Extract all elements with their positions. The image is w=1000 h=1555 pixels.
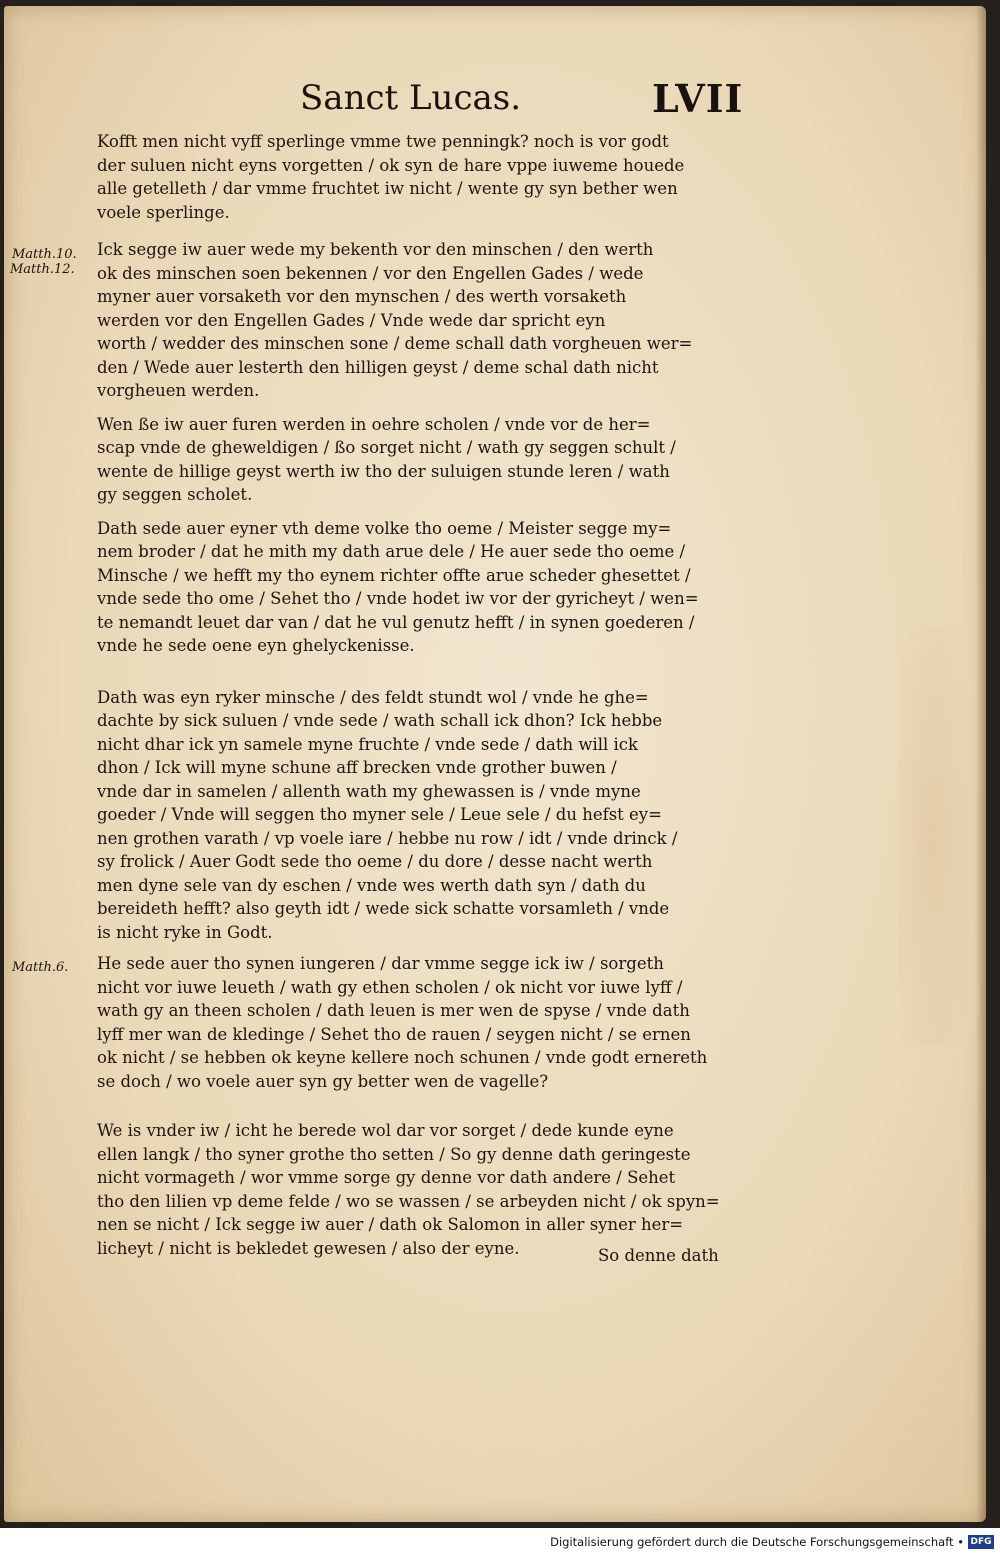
text-line: We is vnder iw / icht he berede wol dar vor sorget / dede kunde eyne <box>97 1121 674 1140</box>
running-head: Sanct Lucas. <box>300 78 522 118</box>
folio-number: LVII <box>652 76 744 121</box>
text-line: ok des minschen soen bekennen / vor den Engellen Gades / wede <box>97 263 644 283</box>
text-line: lyff mer wan de kledinge / Sehet tho de rauen / seygen nicht / se ernen <box>97 1024 691 1044</box>
text-line: vnde he sede oene eyn ghelyckenisse. <box>97 636 415 655</box>
text-line: bereideth hefft? also geyth idt / wede sick schatte vorsamleth / vnde <box>97 899 670 918</box>
text-line: nicht vor iuwe leueth / wath gy ethen scholen / ok nicht vor iuwe lyff / <box>97 977 683 997</box>
paragraph <box>97 952 757 1093</box>
paragraph <box>97 686 757 945</box>
text-line: dachte by sick suluen / vnde sede / wath schall ick dhon? Ick hebbe <box>97 711 663 730</box>
catchword: So denne dath <box>598 1246 719 1265</box>
text-line: se doch / wo voele auer syn gy better wen de vagelle? <box>97 1071 549 1091</box>
margin-note: Matth.6. <box>12 960 69 975</box>
text-line: werden vor den Engellen Gades / Vnde wede dar spricht eyn <box>97 310 606 330</box>
text-line: Minsche / we hefft my tho eynem richter offte arue scheder ghesettet / <box>97 565 691 585</box>
footer-bar <box>0 1532 1000 1555</box>
text-line: is nicht ryke in Godt. <box>97 922 273 942</box>
text-line: voele sperlinge. <box>97 202 230 222</box>
text-line: He sede auer tho synen iungeren / dar vmme segge ick iw / sorgeth <box>97 954 664 973</box>
text-line: nicht dhar ick yn samele myne fruchte / vnde sede / dath will ick <box>97 734 639 754</box>
funding-credit: Digitalisierung gefördert durch die Deutsche Forschungsgemeinschaft • <box>550 1535 964 1549</box>
text-line: myner auer vorsaketh vor den mynschen / des werth vorsaketh <box>97 287 627 306</box>
text-line: nem broder / dat he mith my dath arue dele / He auer sede tho oeme / <box>97 542 686 561</box>
paragraph <box>97 1119 757 1260</box>
dfg-logo: DFG <box>968 1535 994 1549</box>
margin-note: Matth.10. <box>12 247 77 262</box>
text-line: Dath sede auer eyner vth deme volke tho oeme / Meister segge my= <box>97 518 672 538</box>
page-edge-shadow <box>976 6 986 1522</box>
text-line: gy seggen scholet. <box>97 485 253 504</box>
paragraph <box>97 413 757 507</box>
text-line: nicht vormageth / wor vmme sorge gy denne vor dath andere / Sehet <box>97 1168 676 1187</box>
text-line: tho den lilien vp deme felde / wo se wassen / se arbeyden nicht / ok spyn= <box>97 1191 720 1211</box>
text-line: sy frolick / Auer Godt sede tho oeme / du dore / desse nacht werth <box>97 852 653 871</box>
text-line: den / Wede auer lesterth den hilligen geyst / deme schal dath nicht <box>97 357 659 377</box>
text-line: ellen langk / tho syner grothe tho setten / So gy denne dath geringeste <box>97 1144 691 1164</box>
text-line: dhon / Ick will myne schune aff brecken vnde grother buwen / <box>97 758 617 777</box>
margin-note: Matth.12. <box>10 262 75 277</box>
text-line: nen grothen varath / vp voele iare / hebbe nu row / idt / vnde drinck / <box>97 828 678 848</box>
paragraph <box>97 517 757 658</box>
text-line: te nemandt leuet dar van / dat he vul genutz hefft / in synen goederen / <box>97 612 695 632</box>
text-line: licheyt / nicht is bekledet gewesen / also der eyne. <box>97 1238 520 1258</box>
text-line: ok nicht / se hebben ok keyne kellere noch schunen / vnde godt ernereth <box>97 1048 708 1067</box>
text-line: Kofft men nicht vyff sperlinge vmme twe penningk? noch is vor godt <box>97 132 669 151</box>
text-line: men dyne sele van dy eschen / vnde wes werth dath syn / dath du <box>97 875 646 895</box>
text-line: goeder / Vnde will seggen tho myner sele / Leue sele / du hefst ey= <box>97 805 662 824</box>
text-line: nen se nicht / Ick segge iw auer / dath ok Salomon in aller syner her= <box>97 1215 684 1234</box>
text-line: der suluen nicht eyns vorgetten / ok syn de hare vppe iuweme houede <box>97 155 685 175</box>
text-line: vnde sede tho ome / Sehet tho / vnde hodet iw vor der gyricheyt / wen= <box>97 589 699 608</box>
text-line: Dath was eyn ryker minsche / des feldt stundt wol / vnde he ghe= <box>97 687 649 707</box>
body-text <box>97 130 757 1267</box>
paper-stain <box>898 626 968 1046</box>
text-line: alle getelleth / dar vmme fruchtet iw nicht / wente gy syn bether wen <box>97 179 678 198</box>
text-line: Ick segge iw auer wede my bekenth vor den minschen / den werth <box>97 240 654 259</box>
text-line: scap vnde de gheweldigen / ßo sorget nicht / wath gy seggen schult / <box>97 438 676 457</box>
text-line: Wen ße iw auer furen werden in oehre scholen / vnde vor de her= <box>97 414 651 434</box>
text-line: worth / wedder des minschen sone / deme schall dath vorgheuen wer= <box>97 334 693 353</box>
text-line: vnde dar in samelen / allenth wath my ghewassen is / vnde myne <box>97 781 641 801</box>
paragraph <box>97 238 757 403</box>
text-line: wath gy an theen scholen / dath leuen is mer wen de spyse / vnde dath <box>97 1001 690 1020</box>
text-line: wente de hillige geyst werth iw tho der suluigen stunde leren / wath <box>97 461 670 481</box>
paragraph <box>97 130 757 224</box>
text-line: vorgheuen werden. <box>97 381 260 400</box>
